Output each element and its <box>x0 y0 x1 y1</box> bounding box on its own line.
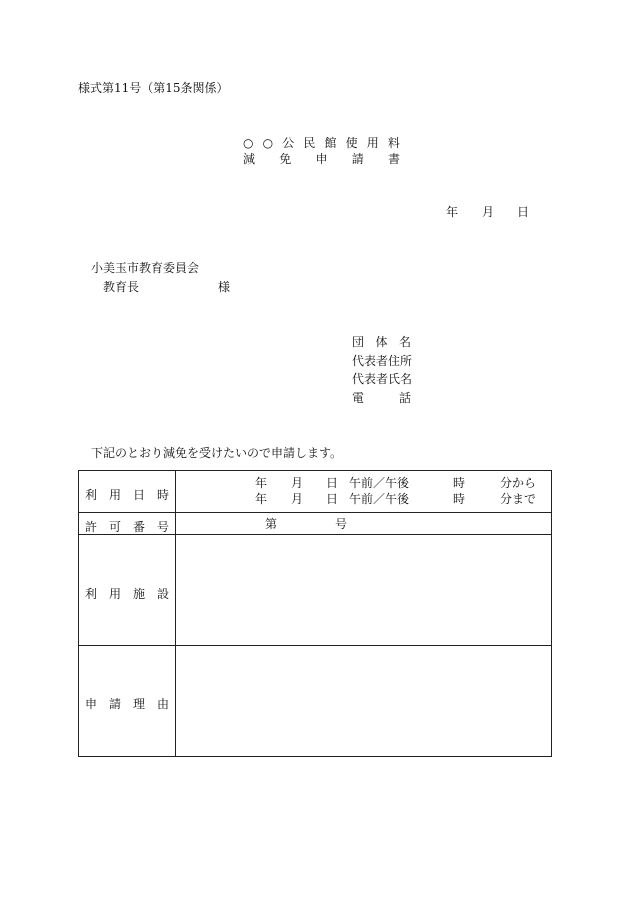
form-number: 様式第11号（第15条関係） <box>78 81 229 95</box>
permit-number-label: 許 可 番 号 <box>85 520 169 534</box>
applicant-group-name-label: 団 体 名 <box>352 335 411 349</box>
row-reason <box>79 646 551 756</box>
row-permit-number <box>79 513 551 535</box>
title-char: 館 <box>324 136 337 150</box>
to-year: 年 <box>255 492 268 506</box>
title-char: 民 <box>303 136 316 150</box>
title-char: 減 <box>243 152 256 166</box>
title-char: 書 <box>387 152 400 166</box>
addressee-honorific: 様 <box>218 280 231 294</box>
from-month: 月 <box>291 476 304 490</box>
applicant-phone-label: 電 話 <box>352 391 411 405</box>
reason-label: 申 請 理 由 <box>85 697 169 711</box>
row-usage-datetime <box>79 471 551 513</box>
addressee-title: 教育長 <box>103 280 140 294</box>
title-char: 免 <box>279 152 292 166</box>
applicant-rep-name-label: 代表者氏名 <box>352 372 413 386</box>
applicant-rep-address-label: 代表者住所 <box>352 354 413 368</box>
to-ampm: 午前／午後 <box>349 492 410 506</box>
application-table <box>78 470 552 757</box>
title-line-1 <box>243 137 400 149</box>
title-char: ○ <box>262 136 274 150</box>
title-char: ○ <box>243 136 254 150</box>
to-minute: 分まで <box>500 492 537 506</box>
title-char: 用 <box>366 136 379 150</box>
from-day: 日 <box>326 476 339 490</box>
date-year-label: 年 <box>446 205 459 219</box>
date-day-label: 日 <box>517 205 530 219</box>
title-char: 請 <box>351 152 364 166</box>
from-minute: 分から <box>500 476 537 490</box>
title-char: 申 <box>315 152 328 166</box>
title-char: 使 <box>345 136 358 150</box>
usage-datetime-label: 利 用 日 時 <box>85 488 169 502</box>
date-month-label: 月 <box>482 205 495 219</box>
to-month: 月 <box>291 492 304 506</box>
intro-text: 下記のとおり減免を受けたいので申請します。 <box>91 446 343 460</box>
from-hour: 時 <box>453 476 466 490</box>
from-year: 年 <box>255 476 268 490</box>
facility-label: 利 用 施 設 <box>85 587 169 601</box>
permit-number-suffix: 号 <box>335 517 348 531</box>
permit-number-prefix: 第 <box>265 517 278 531</box>
title-char: 公 <box>282 136 295 150</box>
to-hour: 時 <box>453 492 466 506</box>
title-line-2 <box>243 153 400 165</box>
title-char: 料 <box>387 136 400 150</box>
addressee-org: 小美玉市教育委員会 <box>91 261 200 275</box>
to-day: 日 <box>326 492 339 506</box>
from-ampm: 午前／午後 <box>349 476 410 490</box>
row-facility <box>79 535 551 646</box>
